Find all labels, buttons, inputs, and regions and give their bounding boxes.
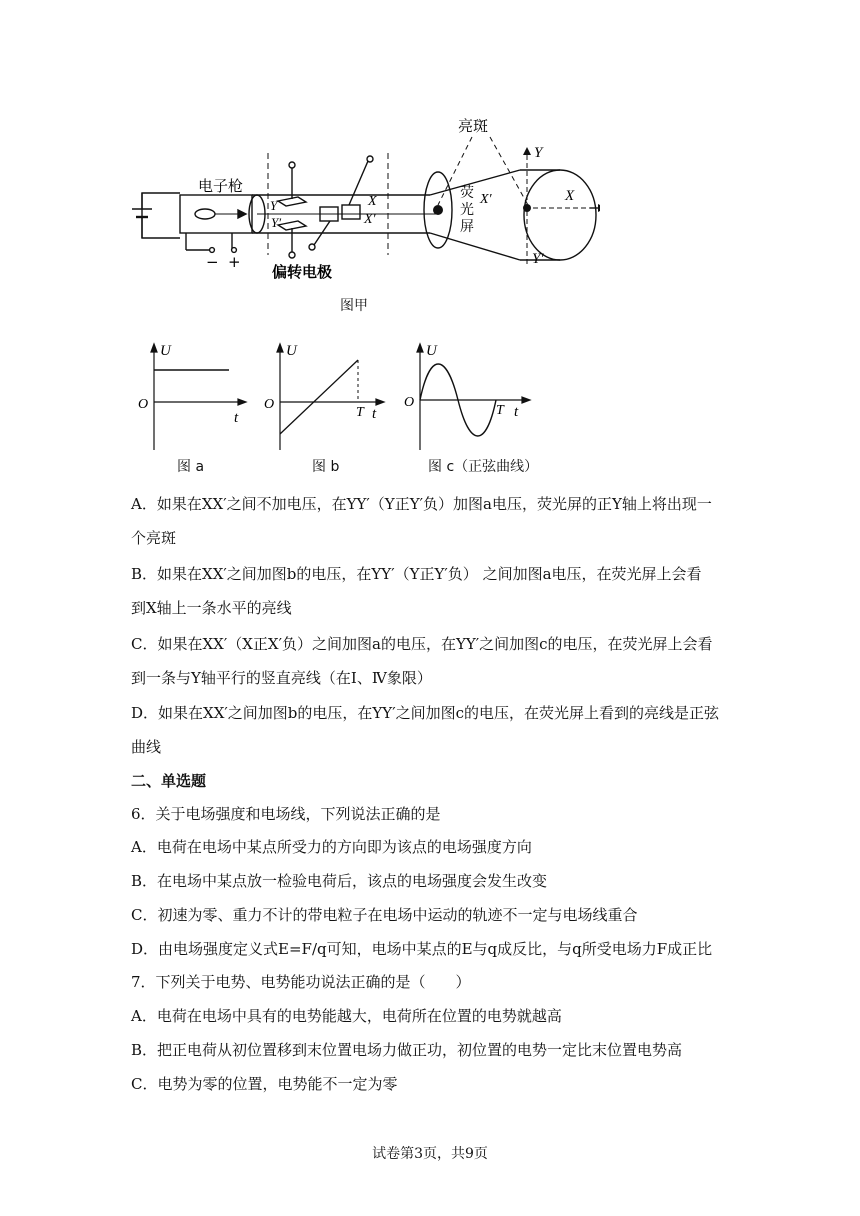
option-7a: A．电荷在电场中具有的电势能越大，电荷所在位置的电势就越高 [131, 1007, 562, 1025]
graph-b-t: t [372, 406, 377, 422]
question-7: 7．下列关于电势、电势能功说法正确的是（ ） [131, 973, 471, 991]
graph-a [134, 338, 254, 458]
label-minus: − [206, 253, 219, 271]
option-5a-line1: A．如果在XX′之间不加电压，在YY′（Y正Y′负）加图a电压，荧光屏的正Y轴上将出现一 [131, 495, 712, 513]
label-plate-X: X [368, 194, 377, 209]
label-plate-Y: Y [270, 198, 278, 213]
graph-c-U: U [426, 343, 437, 359]
option-7b: B．把正电荷从初位置移到末位置电场力做正功，初位置的电势一定比末位置电势高 [131, 1041, 683, 1059]
option-5a-line2: 个亮斑 [131, 529, 177, 547]
graph-c-O: O [404, 395, 415, 410]
graph-c-T: T [496, 403, 504, 418]
caption-figure-main: 图甲 [340, 298, 368, 314]
graph-b-O: O [264, 397, 275, 412]
graph-c [400, 338, 540, 458]
option-6b: B．在电场中某点放一检验电荷后，该点的电场强度会发生改变 [131, 872, 548, 890]
graph-a-O: O [138, 397, 149, 412]
option-5d-line1: D．如果在XX′之间加图b的电压，在YY′之间加图c的电压，在荧光屏上看到的亮线是正弦 [131, 704, 720, 722]
label-gun: 电子枪 [198, 177, 244, 195]
label-screen-Y: Y [534, 145, 543, 161]
caption-graph-c: 图 c（正弦曲线） [428, 459, 539, 475]
caption-graph-a: 图 a [177, 459, 205, 475]
graph-b-T: T [356, 405, 364, 420]
graph-a-U: U [160, 343, 171, 359]
option-5b-line1: B．如果在XX′之间加图b的电压，在YY′（Y正Y′负） 之间加图a电压，在荧光屏上会看 [131, 565, 702, 583]
oscilloscope-diagram [120, 105, 600, 285]
label-screen-2: 光 [460, 202, 474, 218]
label-deflect: 偏转电极 [272, 263, 333, 281]
question-6: 6．关于电场强度和电场线，下列说法正确的是 [131, 805, 441, 823]
label-screen-Yp: Y′ [532, 251, 544, 267]
section-heading: 二、单选题 [131, 772, 207, 790]
option-6a: A．电荷在电场中某点所受力的方向即为该点的电场强度方向 [131, 838, 532, 856]
page-footer: 试卷第3页，共9页 [372, 1146, 488, 1162]
graph-c-t: t [514, 404, 519, 420]
graph-b-U: U [286, 343, 297, 359]
label-screen-X: X [565, 188, 575, 204]
label-plus: + [228, 253, 241, 271]
option-5c-line2: 到一条与Y轴平行的竖直亮线（在Ⅰ、Ⅳ象限） [131, 669, 432, 687]
option-6c: C．初速为零、重力不计的带电粒子在电场中运动的轨迹不一定与电场线重合 [131, 906, 638, 924]
label-spot: 亮斑 [458, 117, 489, 135]
graph-b [262, 338, 392, 458]
label-plate-Yp: Y′ [271, 215, 282, 230]
label-screen-1: 荧 [460, 185, 474, 201]
option-5c-line1: C．如果在XX′（X正X′负）之间加图a的电压，在YY′之间加图c的电压，在荧光屏上会看 [131, 635, 713, 653]
option-5d-line2: 曲线 [131, 738, 162, 756]
option-5b-line2: 到X轴上一条水平的亮线 [131, 599, 292, 617]
option-7c: C．电势为零的位置，电势能不一定为零 [131, 1075, 398, 1093]
label-screen-3: 屏 [460, 219, 474, 235]
caption-graph-b: 图 b [312, 459, 340, 475]
graph-a-t: t [234, 410, 239, 426]
label-plate-Xp: X′ [364, 212, 376, 227]
option-6d: D．由电场强度定义式E=F/q可知，电场中某点的E与q成反比，与q所受电场力F成正比 [131, 940, 713, 958]
label-screen-Xp: X′ [480, 192, 492, 207]
